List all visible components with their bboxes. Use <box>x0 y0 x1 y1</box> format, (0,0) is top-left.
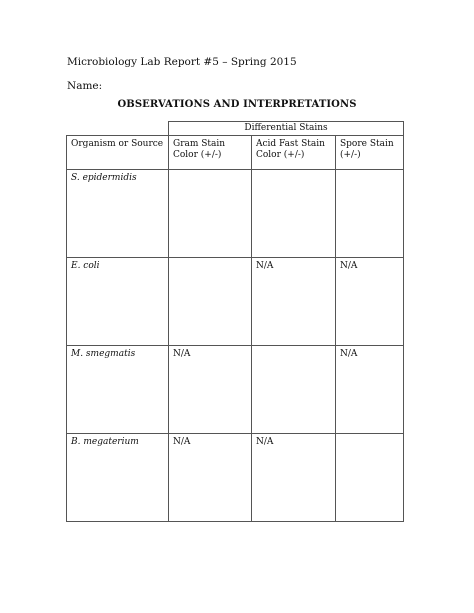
observations-table <box>66 121 404 522</box>
table-header-row <box>67 136 404 170</box>
organism-cell: S. epidermidis <box>67 170 169 258</box>
acid-fast-stain-cell[interactable] <box>252 346 336 434</box>
spore-stain-cell[interactable] <box>336 170 404 258</box>
table-row <box>67 258 404 346</box>
section-heading: OBSERVATIONS AND INTERPRETATIONS <box>117 99 357 110</box>
name-label: Name: <box>67 80 103 92</box>
organism-cell: B. megaterium <box>67 434 169 522</box>
document-title: Microbiology Lab Report #5 – Spring 2015 <box>67 56 297 68</box>
gram-stain-cell[interactable] <box>169 258 252 346</box>
organism-cell: E. coli <box>67 258 169 346</box>
table-row <box>67 170 404 258</box>
table-row <box>67 346 404 434</box>
acid-fast-stain-cell: N/A <box>252 434 336 522</box>
column-header-gram-stain: Gram Stain Color (+/-) <box>169 136 252 170</box>
spore-stain-cell: N/A <box>336 258 404 346</box>
column-header-organism: Organism or Source <box>67 136 169 170</box>
gram-stain-cell: N/A <box>169 434 252 522</box>
table-row <box>67 434 404 522</box>
column-header-spore-stain: Spore Stain (+/-) <box>336 136 404 170</box>
spore-stain-cell[interactable] <box>336 434 404 522</box>
gram-stain-cell: N/A <box>169 346 252 434</box>
acid-fast-stain-cell[interactable] <box>252 170 336 258</box>
differential-stains-header: Differential Stains <box>169 122 404 136</box>
spore-stain-cell: N/A <box>336 346 404 434</box>
acid-fast-stain-cell: N/A <box>252 258 336 346</box>
column-header-acid-fast-stain: Acid Fast Stain Color (+/-) <box>252 136 336 170</box>
gram-stain-cell[interactable] <box>169 170 252 258</box>
table-corner-cell <box>67 122 169 136</box>
table-super-header-row <box>67 122 404 136</box>
organism-cell: M. smegmatis <box>67 346 169 434</box>
